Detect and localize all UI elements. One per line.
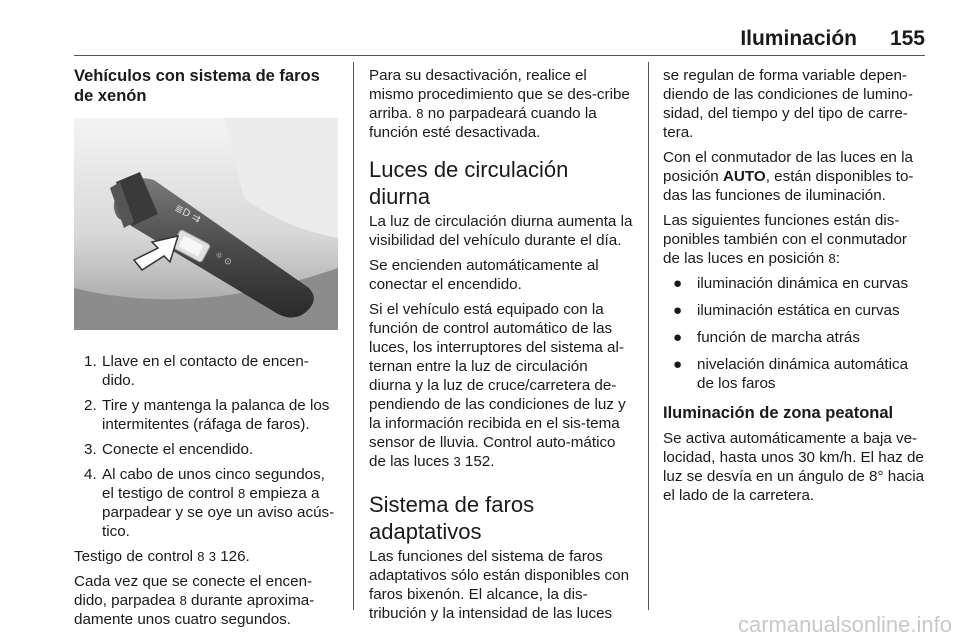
svg-text:☼ ⊙: ☼ ⊙ (212, 250, 234, 269)
column-1 (74, 66, 340, 635)
page-ref-arrow-icon: 3 (453, 454, 461, 469)
headlight-lever-figure (74, 118, 338, 330)
paragraph: se regulan de forma variable depen-diendo de las condiciones de lumino-sidad, del tiempo y del tipo de carre-tera. (663, 67, 913, 141)
paragraph: Cada vez que se conecte el encen-dido, parpadea 8 durante aproxima-damente unos cuatro segundos. (74, 573, 315, 628)
control-lamp-icon: 8 (179, 593, 187, 608)
list-item: 1. Llave en el contacto de encen-dido. (84, 353, 309, 389)
paragraph: Si el vehículo está equipado con la función de control automático de las luces, los interruptores del sistema al-ternan entre la luz de circulación diurna y la luz de cruce/carretera de-pendiendo de las condiciones de luz y la información recibida en el sis-tema sensor de lluvia. Control auto-mático de las luces 3 152. (369, 301, 626, 470)
adaptive-headlights-heading: Sistema de faros adaptativos (369, 492, 535, 544)
paragraph: Las funciones del sistema de faros adaptativos sólo están disponibles con faros bixenón. El alcance, la dis-tribución y la intensidad de las luces (369, 548, 630, 622)
list-item: ● función de marcha atrás (673, 329, 860, 346)
list-item: ● nivelación dinámica automática de los faros (673, 356, 909, 392)
paragraph: Se activa automáticamente a baja ve-locidad, hasta unos 30 km/h. El haz de luz se desvía en un ángulo de 8° hacia el lado de la carretera. (663, 430, 925, 504)
xenon-heading: Vehículos con sistema de faros de xenón (74, 67, 320, 105)
page-title: Iluminación (740, 27, 857, 50)
control-lamp-icon: 8 (237, 486, 246, 501)
paragraph: Con el conmutador de las luces en la posición AUTO, están disponibles to-das las funciones de iluminación. (663, 149, 914, 204)
column-divider-2 (648, 62, 649, 610)
bullet-icon: ● (673, 302, 683, 319)
column-3 (663, 66, 927, 511)
paragraph: La luz de circulación diurna aumenta la visibilidad del vehículo durante el día. (369, 213, 633, 249)
control-lamp-icon: 8 (197, 549, 205, 564)
bullet-icon: ● (673, 356, 683, 373)
page-ref-arrow-icon: 3 (208, 549, 216, 564)
page-number: 155 (889, 27, 925, 50)
list-item: 4. Al cabo de unos cinco segundos, el testigo de control 8 empieza a parpadear y se oye un aviso acús-tico. (84, 466, 335, 540)
svg-text:≣D ⇉: ≣D ⇉ (172, 202, 203, 226)
auto-position-label: AUTO (722, 168, 766, 185)
list-item: ● iluminación estática en curvas (673, 302, 900, 319)
watermark: carmanualsonline.info (737, 612, 952, 637)
pedestrian-lighting-heading: Iluminación de zona peatonal (663, 404, 894, 422)
column-2 (369, 66, 633, 629)
list-item: 3. Conecte el encendido. (84, 441, 254, 458)
paragraph: Se encienden automáticamente al conectar el encendido. (369, 257, 599, 293)
header-divider (74, 55, 925, 56)
drl-section-heading: Luces de circulación diurna (369, 157, 569, 209)
column-divider-1 (353, 62, 354, 610)
bullet-icon: ● (673, 275, 683, 292)
list-item: 2. Tire y mantenga la palanca de los intermitentes (ráfaga de faros). (84, 397, 330, 433)
low-beam-icon: 8 (828, 251, 836, 266)
control-lamp-reference: Testigo de control 8 3 126. (74, 548, 250, 565)
paragraph: Las siguientes funciones están dis-ponibles también con el conmutador de las luces en posición 8: (663, 212, 907, 267)
paragraph: Para su desactivación, realice el mismo procedimiento que se des-cribe arriba. 8 no parpadeará cuando la función esté desactivada. (369, 67, 630, 141)
list-item: ● iluminación dinámica en curvas (673, 275, 909, 292)
procedure-steps (74, 352, 340, 541)
control-lamp-icon: 8 (416, 106, 424, 121)
page-header (0, 0, 960, 56)
bullet-icon: ● (673, 329, 683, 346)
functions-list (663, 274, 927, 393)
